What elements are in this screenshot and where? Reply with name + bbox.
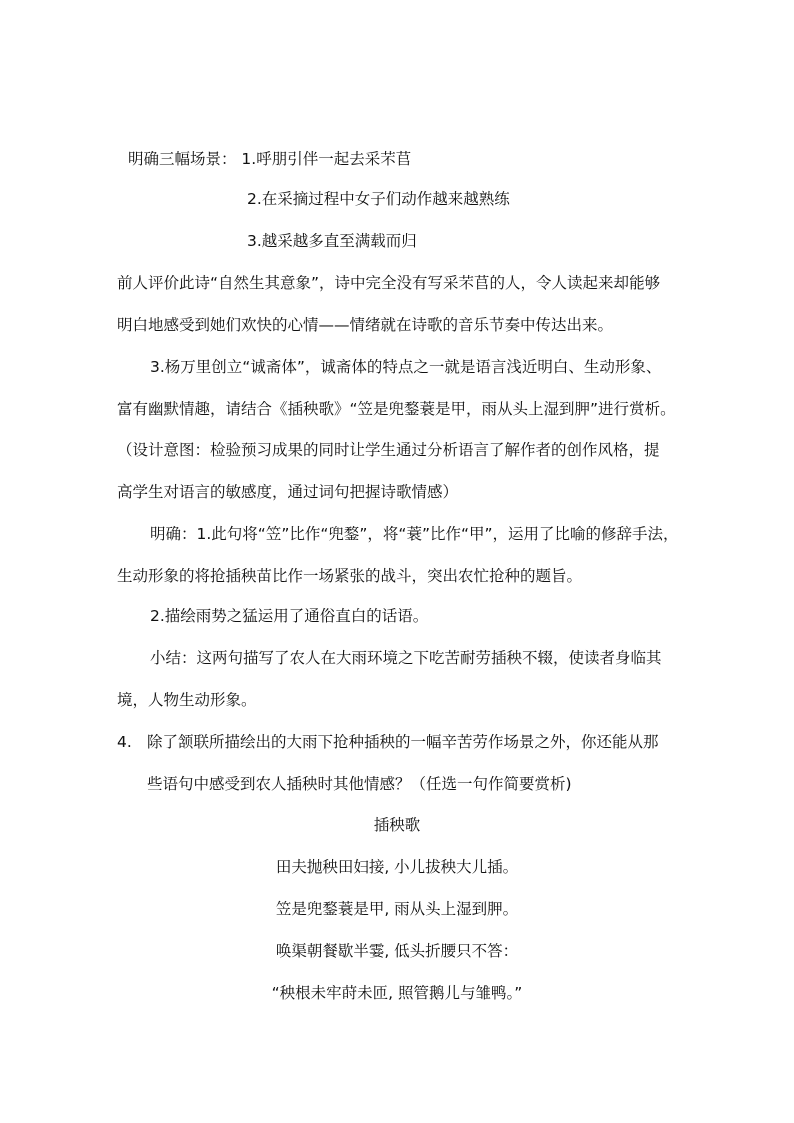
answer-line: 生动形象的将抢插秧苗比作一场紧张的战斗，突出农忙抢种的题旨。 <box>117 567 583 585</box>
scene-item-2: 2.在采摘过程中女子们动作越来越熟练 <box>247 190 510 208</box>
design-intent-line: 高学生对语言的敏感度，通过词句把握诗歌情感） <box>117 483 459 501</box>
answer-line: 2.描绘雨势之猛运用了通俗直白的话语。 <box>150 607 429 625</box>
poem-line: “秧根未牢莳未匝, 照管鹅儿与雏鸭。” <box>271 984 523 1002</box>
question-3-line: 富有幽默情趣，请结合《插秧歌》“笠是兜鍪蓑是甲，雨从头上湿到胛”进行赏析。 <box>117 400 676 418</box>
question-4-line: 除了颔联所描绘出的大雨下抢种插秧的一幅辛苦劳作场景之外，你还能从那 <box>147 733 659 751</box>
summary-line: 小结：这两句描写了农人在大雨环境之下吃苦耐劳插秧不辍，使读者身临其 <box>150 649 662 667</box>
paragraph-line: 前人评价此诗“自然生其意象”，诗中完全没有写采芣苢的人，令人读起来却能够 <box>117 274 661 292</box>
summary-line: 境，人物生动形象。 <box>117 691 257 709</box>
question-4-line: 些语句中感受到农人插秧时其他情感？（任选一句作简要赏析) <box>147 775 572 793</box>
poem-title: 插秧歌 <box>373 816 421 834</box>
poem-line: 田夫抛秧田妇接, 小儿拔秧大儿插。 <box>275 858 519 876</box>
question-3-line: 3.杨万里创立“诚斋体”，诚斋体的特点之一就是语言浅近明白、生动形象、 <box>150 358 662 376</box>
scene-heading-line: 明确三幅场景： 1.呼朋引伴一起去采芣苢 <box>128 150 412 168</box>
paragraph-line: 明白地感受到她们欢快的心情——情绪就在诗歌的音乐节奏中传达出来。 <box>117 316 614 334</box>
poem-line: 笠是兜鍪蓑是甲, 雨从头上湿到胛。 <box>275 900 519 918</box>
poem-line: 唤渠朝餐歇半霎, 低头折腰只不答： <box>275 942 519 960</box>
answer-line: 明确：1.此句将“笠”比作“兜鍪”，将“蓑”比作“甲”，运用了比喻的修辞手法， <box>150 525 679 543</box>
scene-item-3: 3.越采越多直至满载而归 <box>247 232 417 250</box>
design-intent-line: （设计意图：检验预习成果的同时让学生通过分析语言了解作者的创作风格，提 <box>117 441 660 459</box>
question-4-number: 4. <box>117 733 132 751</box>
